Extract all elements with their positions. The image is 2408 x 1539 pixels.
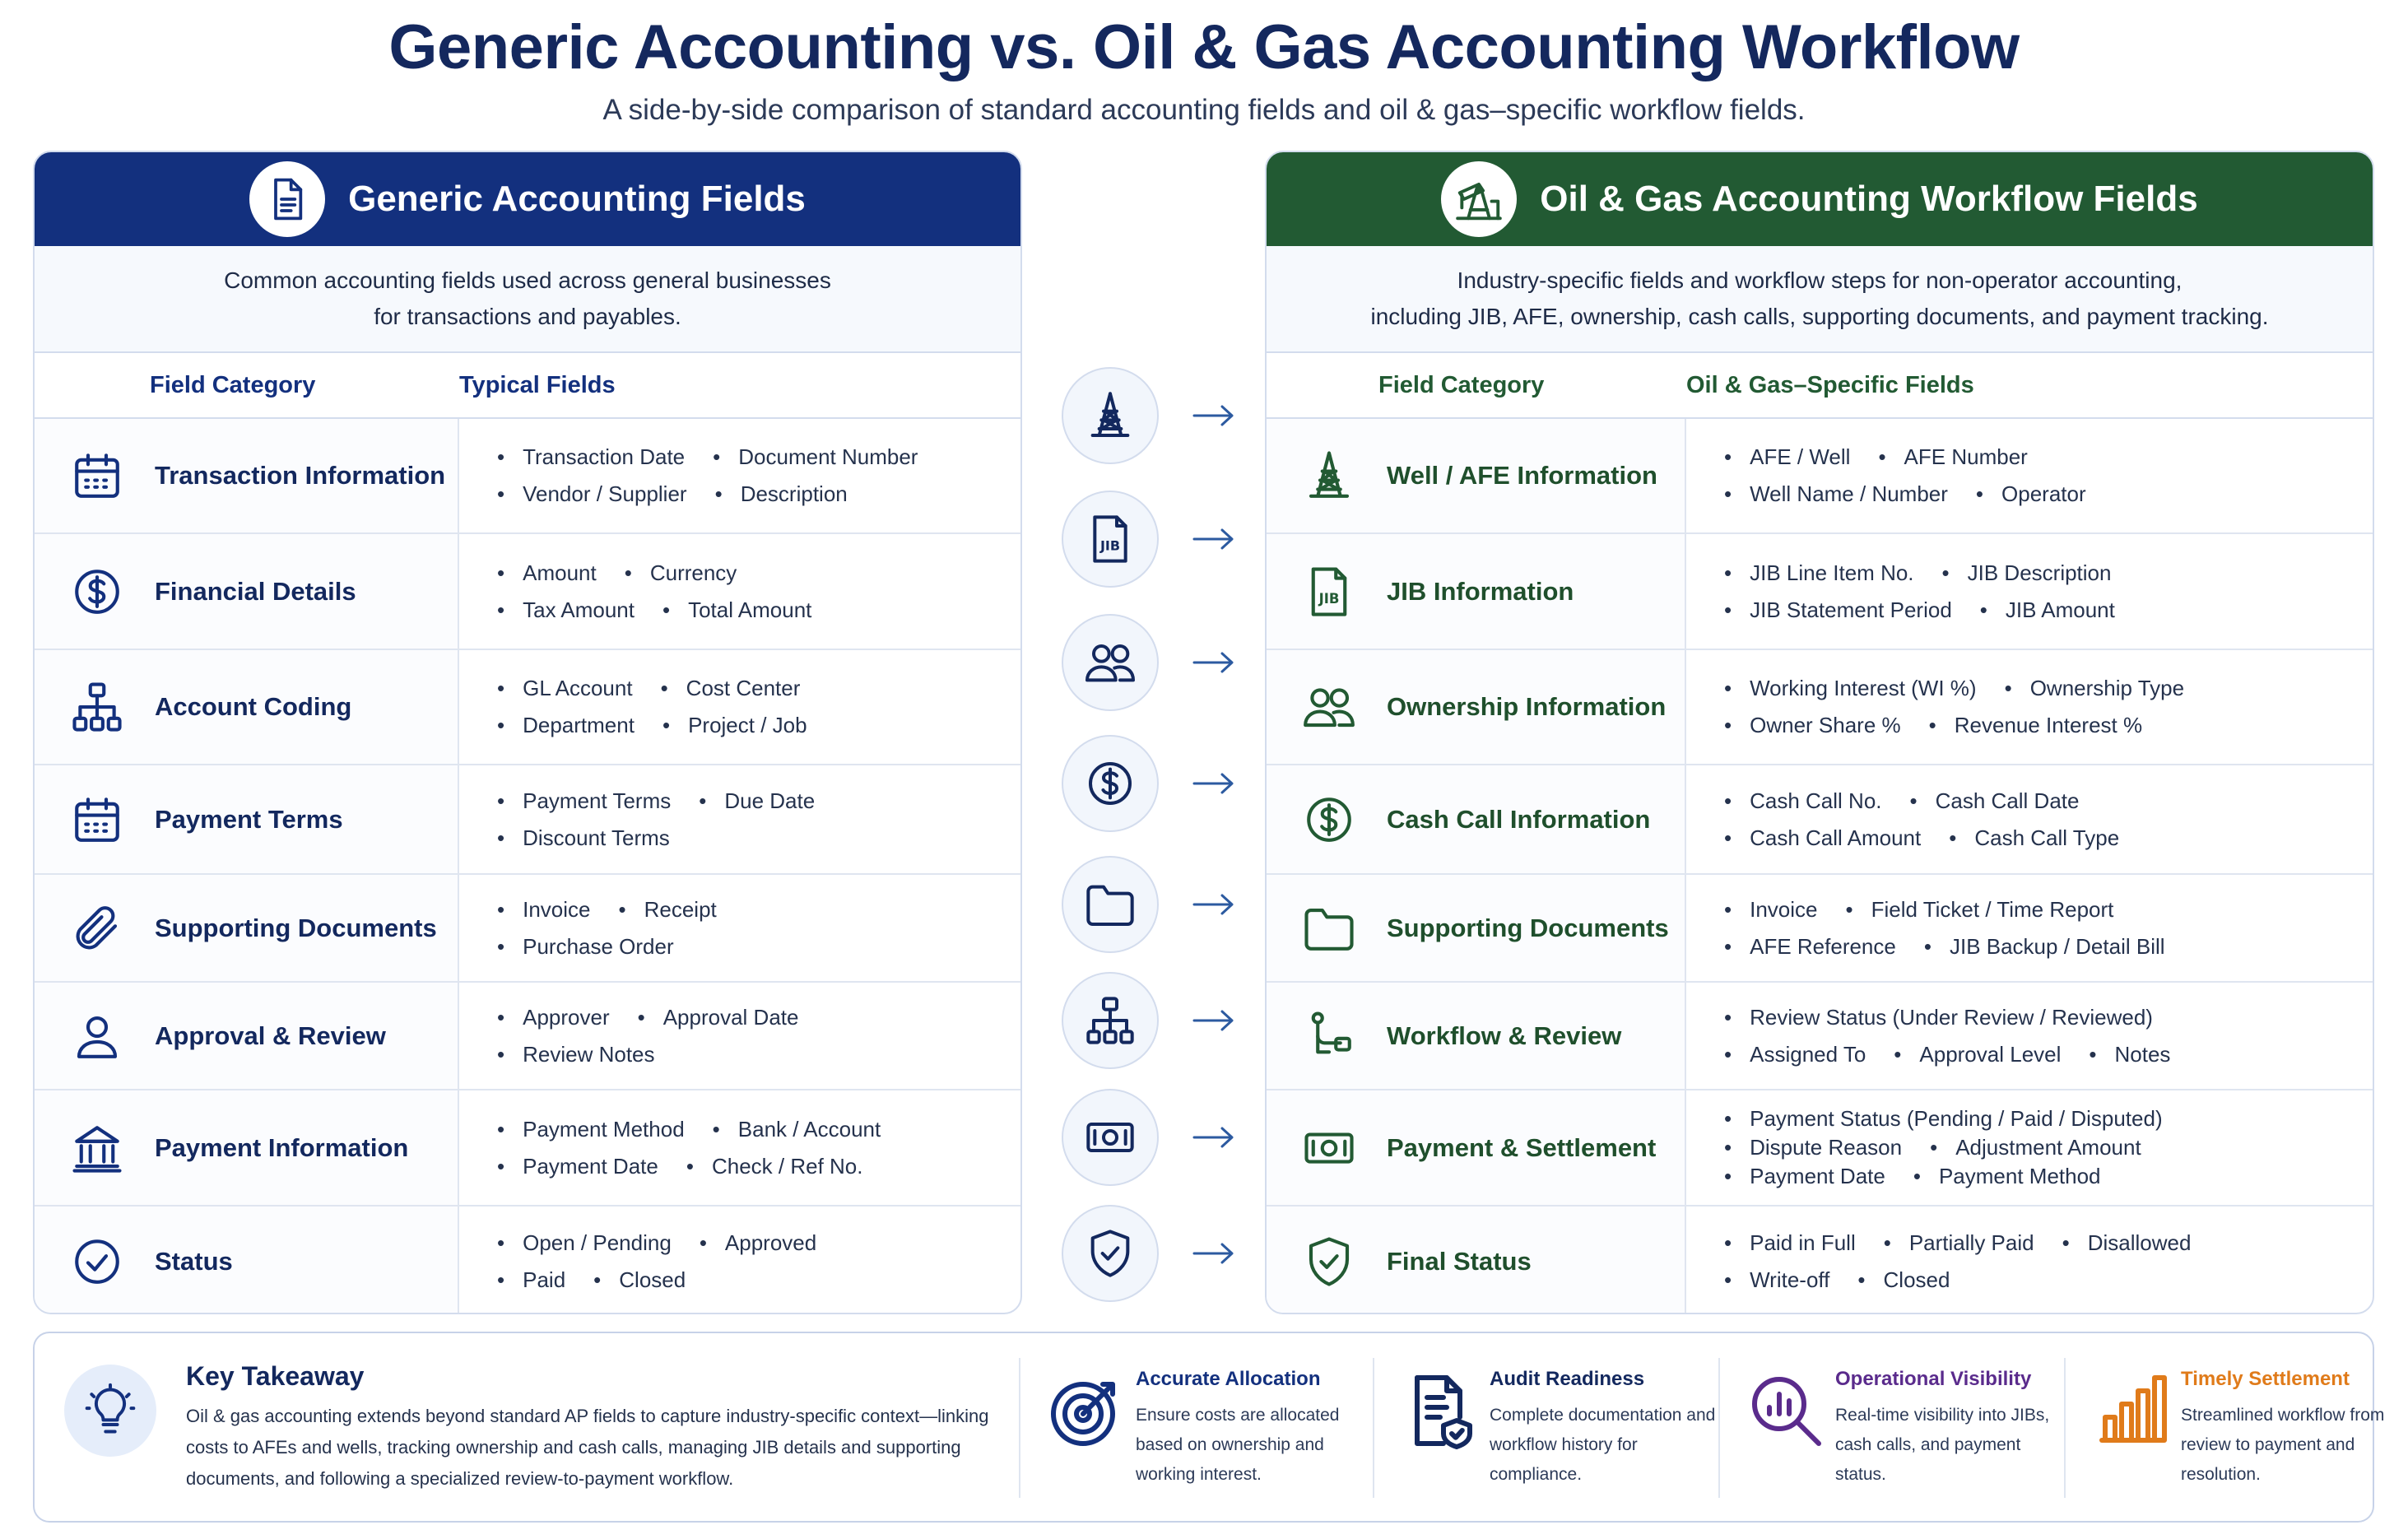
- field-item: • Cost Center: [661, 676, 801, 701]
- generic-field-line: [497, 676, 1020, 701]
- oil-row-label: Supporting Documents: [1387, 913, 1669, 942]
- takeaway-main: [35, 1333, 997, 1521]
- check-circle-icon: [64, 1229, 130, 1295]
- oil-field-line: [1724, 1042, 2373, 1067]
- svg-text:JIB: JIB: [1318, 590, 1340, 607]
- takeaway-separator: [1019, 1358, 1020, 1498]
- generic-field-line: [497, 825, 1020, 851]
- connector-1: [1062, 490, 1251, 588]
- generic-row-fields: [459, 983, 1020, 1089]
- field-item: • Paid in Full: [1724, 1230, 1856, 1256]
- hierarchy-icon: [1062, 972, 1159, 1069]
- oil-column-headers: [1267, 353, 2373, 419]
- field-item: • Ownership Type: [2005, 676, 2185, 701]
- generic-col-fields: Typical Fields: [459, 371, 616, 398]
- field-item: • Tax Amount: [497, 597, 635, 623]
- takeaway-item-title: Audit Readiness: [1490, 1368, 1645, 1390]
- generic-field-line: [497, 1267, 1020, 1293]
- field-item: • Adjustment Amount: [1930, 1135, 2141, 1160]
- arrow-right-icon: [1192, 1241, 1236, 1266]
- generic-row-category: [35, 534, 459, 649]
- generic-row-category: [35, 1090, 459, 1205]
- oil-field-line: [1724, 444, 2373, 470]
- workflow-icon: [1296, 1003, 1362, 1069]
- takeaway-item-desc: Ensure costs are allocated based on ownership and working interest.: [1136, 1406, 1340, 1484]
- field-item: • Approver: [497, 1005, 610, 1030]
- field-item: • Operator: [1976, 481, 2086, 507]
- oil-row-fields: [1686, 419, 2373, 532]
- oil-field-line: [1724, 1106, 2373, 1132]
- generic-desc-line2: for transactions and payables.: [374, 304, 681, 329]
- generic-row-7: [35, 1207, 1020, 1314]
- field-item: • Discount Terms: [497, 825, 670, 851]
- oil-field-line: [1724, 481, 2373, 507]
- hierarchy-icon: [64, 674, 130, 740]
- generic-field-line: [497, 1230, 1020, 1256]
- dollar-circle-icon: [1062, 735, 1159, 832]
- users-icon: [1296, 674, 1362, 740]
- key-takeaway-panel: [33, 1332, 2385, 1523]
- field-item: • Approval Date: [638, 1005, 799, 1030]
- oil-row-fields: [1686, 875, 2373, 981]
- field-item: • Vendor / Supplier: [497, 481, 687, 507]
- oil-row-5: [1267, 983, 2373, 1090]
- generic-panel-description: [35, 246, 1020, 353]
- field-item: • Payment Status (Pending / Paid / Disputed): [1724, 1106, 2163, 1132]
- oil-field-line: [1724, 597, 2373, 623]
- arrow-right-icon: [1192, 771, 1236, 796]
- field-item: • Notes: [2089, 1042, 2170, 1067]
- arrow-right-icon: [1192, 527, 1236, 551]
- field-item: • Purchase Order: [497, 934, 674, 960]
- oil-row-category: [1267, 983, 1686, 1089]
- field-item: • JIB Statement Period: [1724, 597, 1952, 623]
- field-item: • JIB Amount: [1980, 597, 2115, 623]
- generic-row-label: Financial Details: [155, 576, 356, 606]
- field-item: • AFE / Well: [1724, 444, 1850, 470]
- generic-row-category: [35, 875, 459, 981]
- field-item: • Paid: [497, 1267, 565, 1293]
- oil-field-line: [1724, 1267, 2373, 1293]
- users-icon: [1062, 614, 1159, 711]
- oil-derrick-icon: [1296, 443, 1362, 509]
- oil-gas-panel: [1265, 151, 2374, 1314]
- generic-field-line: [497, 897, 1020, 923]
- oil-row-fields: [1686, 983, 2373, 1089]
- oil-panel-title: Oil & Gas Accounting Workflow Fields: [1540, 179, 2198, 219]
- oil-row-1: [1267, 534, 2373, 650]
- field-item: • Closed: [593, 1267, 686, 1293]
- document-icon: [249, 161, 325, 237]
- field-item: • Well Name / Number: [1724, 481, 1948, 507]
- dollar-circle-icon: [64, 559, 130, 625]
- generic-row-fields: [459, 1090, 1020, 1205]
- takeaway-title: Key Takeaway: [186, 1361, 365, 1391]
- oil-derrick-icon: [1062, 367, 1159, 464]
- calendar-icon: [64, 443, 130, 509]
- oil-field-line: [1724, 1230, 2373, 1256]
- field-item: • Approval Level: [1894, 1042, 2061, 1067]
- oil-field-line: [1724, 934, 2373, 960]
- oil-field-line: [1724, 560, 2373, 586]
- banknote-icon: [1296, 1115, 1362, 1181]
- generic-panel-header: [35, 152, 1020, 246]
- page-subtitle: A side-by-side comparison of standard accounting fields and oil & gas–specific workflow fields.: [602, 94, 1806, 126]
- field-item: • Cash Call Date: [1910, 788, 2080, 814]
- oil-row-category: [1267, 1090, 1686, 1205]
- connector-6: [1062, 1088, 1251, 1187]
- banknote-icon: [1062, 1089, 1159, 1186]
- generic-row-3: [35, 765, 1020, 875]
- generic-row-category: [35, 983, 459, 1089]
- field-item: • AFE Reference: [1724, 934, 1896, 960]
- field-item: • Bank / Account: [713, 1117, 881, 1142]
- takeaway-item-3: [2067, 1333, 2408, 1521]
- field-item: • Department: [497, 713, 635, 738]
- oil-row-fields: [1686, 765, 2373, 873]
- connector-0: [1062, 366, 1251, 465]
- oil-desc-line1: Industry-specific fields and workflow steps for non-operator accounting,: [1457, 267, 2183, 293]
- field-item: • Disallowed: [2062, 1230, 2192, 1256]
- connector-2: [1062, 613, 1251, 712]
- oil-field-line: [1724, 825, 2373, 851]
- takeaway-item-title: Operational Visibility: [1835, 1368, 2032, 1390]
- document-check-icon: [1401, 1371, 1483, 1453]
- oil-panel-header: [1267, 152, 2373, 246]
- takeaway-text: Oil & gas accounting extends beyond standard AP fields to capture industry-specific context—linking costs to AFEs and wells, tracking ownership and cash calls, managing JIB details and supporting documents, and following a specialized review-to-payment workflow.: [186, 1406, 989, 1489]
- folder-icon: [1296, 895, 1362, 961]
- field-item: • Revenue Interest %: [1929, 713, 2142, 738]
- field-item: • Assigned To: [1724, 1042, 1866, 1067]
- arrow-right-icon: [1192, 1125, 1236, 1150]
- dollar-circle-icon: [1296, 787, 1362, 853]
- oil-row-category: [1267, 1207, 1686, 1314]
- generic-row-fields: [459, 534, 1020, 649]
- generic-col-category: Field Category: [150, 371, 316, 398]
- oil-row-label: Final Status: [1387, 1246, 1532, 1276]
- takeaway-item-desc: Real-time visibility into JIBs, cash calls, and payment status.: [1835, 1406, 2050, 1484]
- oil-field-line: [1724, 1164, 2373, 1189]
- oil-panel-description: [1267, 246, 2373, 353]
- shield-check-icon: [1296, 1229, 1362, 1295]
- shield-check-icon: [1062, 1205, 1159, 1302]
- oil-row-category: [1267, 875, 1686, 981]
- svg-text:JIB: JIB: [1099, 537, 1121, 554]
- field-item: • Check / Ref No.: [686, 1154, 863, 1179]
- oil-row-6: [1267, 1090, 2373, 1207]
- bar-chart-icon: [2092, 1371, 2174, 1453]
- oil-row-fields: [1686, 1207, 2373, 1314]
- field-item: • Payment Date: [497, 1154, 658, 1179]
- oil-row-fields: [1686, 534, 2373, 649]
- field-item: • Review Status (Under Review / Reviewed): [1724, 1005, 2153, 1030]
- generic-row-label: Payment Information: [155, 1132, 409, 1162]
- generic-row-category: [35, 765, 459, 873]
- oil-row-0: [1267, 419, 2373, 534]
- generic-row-fields: [459, 419, 1020, 532]
- generic-row-category: [35, 1207, 459, 1314]
- field-item: • Review Notes: [497, 1042, 655, 1067]
- takeaway-item-2: [1722, 1333, 2067, 1521]
- generic-field-line: [497, 713, 1020, 738]
- field-item: • JIB Description: [1942, 560, 2112, 586]
- field-item: • Receipt: [619, 897, 717, 923]
- connector-4: [1062, 855, 1251, 954]
- pumpjack-icon: [1441, 161, 1517, 237]
- takeaway-item-desc: Streamlined workflow from review to payment and resolution.: [2181, 1406, 2385, 1484]
- takeaway-item-title: Accurate Allocation: [1136, 1368, 1321, 1390]
- oil-row-2: [1267, 650, 2373, 765]
- field-item: • Invoice: [1724, 897, 1818, 923]
- oil-row-fields: [1686, 650, 2373, 764]
- connector-3: [1062, 734, 1251, 833]
- oil-row-label: Payment & Settlement: [1387, 1132, 1657, 1162]
- oil-row-4: [1267, 875, 2373, 983]
- oil-row-7: [1267, 1207, 2373, 1314]
- field-item: • JIB Backup / Detail Bill: [1924, 934, 2165, 960]
- field-item: • Payment Terms: [497, 788, 671, 814]
- generic-field-line: [497, 1005, 1020, 1030]
- jib-document-icon: [1296, 559, 1362, 625]
- generic-row-label: Status: [155, 1246, 233, 1276]
- oil-row-label: Cash Call Information: [1387, 804, 1651, 834]
- oil-row-label: JIB Information: [1387, 576, 1574, 606]
- user-icon: [64, 1003, 130, 1069]
- oil-field-line: [1724, 1135, 2373, 1160]
- generic-row-0: [35, 419, 1020, 534]
- field-item: • JIB Line Item No.: [1724, 560, 1914, 586]
- page-title: Generic Accounting vs. Oil & Gas Accounting Workflow: [388, 12, 2020, 82]
- field-item: • Closed: [1857, 1267, 1950, 1293]
- magnifier-chart-icon: [1746, 1371, 1829, 1453]
- oil-row-category: [1267, 534, 1686, 649]
- generic-row-label: Supporting Documents: [155, 913, 437, 942]
- field-item: • Total Amount: [662, 597, 811, 623]
- field-item: • Due Date: [699, 788, 815, 814]
- oil-field-line: [1724, 897, 2373, 923]
- oil-col-category: Field Category: [1378, 371, 1545, 398]
- field-item: • Working Interest (WI %): [1724, 676, 1977, 701]
- generic-field-line: [497, 560, 1020, 586]
- arrow-right-icon: [1192, 892, 1236, 917]
- arrow-right-icon: [1192, 650, 1236, 675]
- field-item: • Project / Job: [662, 713, 807, 738]
- oil-row-label: Workflow & Review: [1387, 1021, 1622, 1050]
- field-item: • GL Account: [497, 676, 633, 701]
- generic-row-fields: [459, 1207, 1020, 1314]
- oil-row-fields: [1686, 1090, 2373, 1205]
- generic-field-line: [497, 481, 1020, 507]
- generic-field-line: [497, 788, 1020, 814]
- generic-row-5: [35, 983, 1020, 1090]
- generic-row-fields: [459, 875, 1020, 981]
- field-item: • Amount: [497, 560, 597, 586]
- generic-rows: [35, 419, 1020, 1314]
- field-item: • Transaction Date: [497, 444, 685, 470]
- oil-col-fields: Oil & Gas–Specific Fields: [1686, 371, 1974, 398]
- generic-row-6: [35, 1090, 1020, 1207]
- oil-field-line: [1724, 713, 2373, 738]
- generic-row-label: Account Coding: [155, 692, 352, 721]
- generic-row-label: Approval & Review: [155, 1021, 386, 1050]
- field-item: • Cash Call No.: [1724, 788, 1882, 814]
- generic-field-line: [497, 1154, 1020, 1179]
- connector-5: [1062, 971, 1251, 1070]
- field-item: • Payment Method: [497, 1117, 685, 1142]
- generic-row-category: [35, 650, 459, 764]
- field-item: • Cash Call Type: [1949, 825, 2119, 851]
- generic-row-label: Transaction Information: [155, 461, 446, 490]
- bank-icon: [64, 1115, 130, 1181]
- target-icon: [1047, 1371, 1129, 1453]
- generic-field-line: [497, 1117, 1020, 1142]
- oil-field-line: [1724, 676, 2373, 701]
- oil-row-category: [1267, 419, 1686, 532]
- generic-row-fields: [459, 765, 1020, 873]
- oil-row-category: [1267, 765, 1686, 873]
- generic-field-line: [497, 597, 1020, 623]
- generic-row-1: [35, 534, 1020, 650]
- generic-row-2: [35, 650, 1020, 765]
- arrow-right-icon: [1192, 403, 1236, 428]
- oil-field-line: [1724, 788, 2373, 814]
- takeaway-item-1: [1376, 1333, 1722, 1521]
- takeaway-item-0: [1022, 1333, 1368, 1521]
- field-item: • Approved: [700, 1230, 816, 1256]
- field-item: • Open / Pending: [497, 1230, 672, 1256]
- arrow-right-icon: [1192, 1008, 1236, 1033]
- field-item: • Owner Share %: [1724, 713, 1901, 738]
- oil-row-category: [1267, 650, 1686, 764]
- connector-7: [1062, 1204, 1251, 1303]
- field-item: • AFE Number: [1878, 444, 2027, 470]
- field-item: • Invoice: [497, 897, 591, 923]
- lightbulb-icon: [64, 1365, 156, 1457]
- takeaway-item-desc: Complete documentation and workflow history for compliance.: [1490, 1406, 1716, 1484]
- calendar-icon: [64, 787, 130, 853]
- field-item: • Payment Date: [1724, 1164, 1885, 1189]
- jib-document-icon: [1062, 491, 1159, 588]
- generic-panel-title: Generic Accounting Fields: [348, 179, 806, 219]
- field-item: • Payment Method: [1913, 1164, 2101, 1189]
- generic-desc-line1: Common accounting fields used across general businesses: [224, 267, 831, 293]
- generic-column-headers: [35, 353, 1020, 419]
- field-item: • Cash Call Amount: [1724, 825, 1921, 851]
- field-item: • Write-off: [1724, 1267, 1829, 1293]
- oil-row-label: Ownership Information: [1387, 692, 1667, 721]
- oil-desc-line2: including JIB, AFE, ownership, cash calls, supporting documents, and payment tracking.: [1370, 304, 2269, 329]
- folder-icon: [1062, 856, 1159, 953]
- oil-field-line: [1724, 1005, 2373, 1030]
- takeaway-item-title: Timely Settlement: [2181, 1368, 2350, 1390]
- generic-row-category: [35, 419, 459, 532]
- oil-row-3: [1267, 765, 2373, 875]
- field-item: • Document Number: [713, 444, 918, 470]
- generic-row-fields: [459, 650, 1020, 764]
- field-item: • Currency: [625, 560, 737, 586]
- generic-field-line: [497, 1042, 1020, 1067]
- paperclip-icon: [64, 895, 130, 961]
- generic-accounting-panel: [33, 151, 1022, 1314]
- generic-field-line: [497, 934, 1020, 960]
- field-item: • Partially Paid: [1884, 1230, 2034, 1256]
- generic-row-label: Payment Terms: [155, 804, 343, 834]
- field-item: • Field Ticket / Time Report: [1846, 897, 2114, 923]
- oil-rows: [1267, 419, 2373, 1314]
- generic-row-4: [35, 875, 1020, 983]
- oil-row-label: Well / AFE Information: [1387, 461, 1657, 490]
- generic-field-line: [497, 444, 1020, 470]
- field-item: • Dispute Reason: [1724, 1135, 1902, 1160]
- field-item: • Description: [715, 481, 848, 507]
